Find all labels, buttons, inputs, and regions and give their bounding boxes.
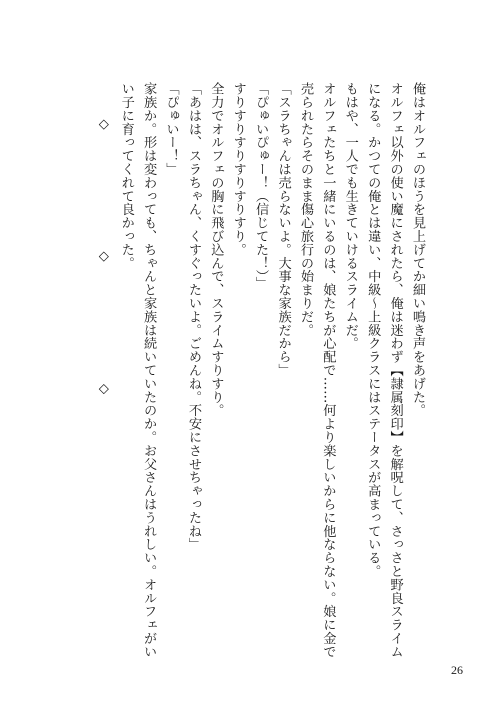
scene-break-dinkus: ◇ ◇ ◇ [96, 117, 112, 449]
page-number: 26 [451, 663, 463, 677]
text-line: 売られたらそのまま傷心旅行の始まりだ。 [297, 82, 313, 337]
novel-body-text [92, 82, 428, 667]
text-line: 「ぴゅいぴゅー！（信じてた！）」 [253, 82, 269, 290]
text-line: 「あはは、スラちゃん、くすぐったいよ。ごめんね。不安にさせちゃったね」 [185, 82, 201, 551]
text-line: すりすりすりすりすりすり。 [230, 82, 246, 257]
text-line: 「スラちゃんは売らないよ。大事な家族だから」 [275, 82, 291, 377]
text-line: い子に育ってくれて良かった。 [118, 82, 134, 270]
text-line: になる。かつての俺とは違い、中級～上級クラスにはステータスが高まっている。 [365, 82, 381, 578]
text-line: もはや、一人でも生きていけるスライムだ。 [342, 82, 358, 350]
text-line: オルフェたちと一緒にいるのは、娘たちが心配で……何より楽しいからに他ならない。娘に金で [320, 82, 336, 659]
text-line: 家族か。形は変わっても、ちゃんと家族は続いていたのか。お父さんはうれしい。オルフェがい [141, 82, 157, 659]
text-line: 全力でオルフェの胸に飛び込んで、スライムすりすり。 [208, 82, 224, 417]
text-line: 俺はオルフェのほうを見上げてか細い鳴き声をあげた。 [410, 82, 425, 417]
text-line: 「ぴゅいー！」 [163, 82, 179, 176]
text-line: オルフェ以外の使い魔にされたら、俺は迷わず【隷属刻印】を解呪して、さっさと野良スライム [387, 82, 403, 659]
